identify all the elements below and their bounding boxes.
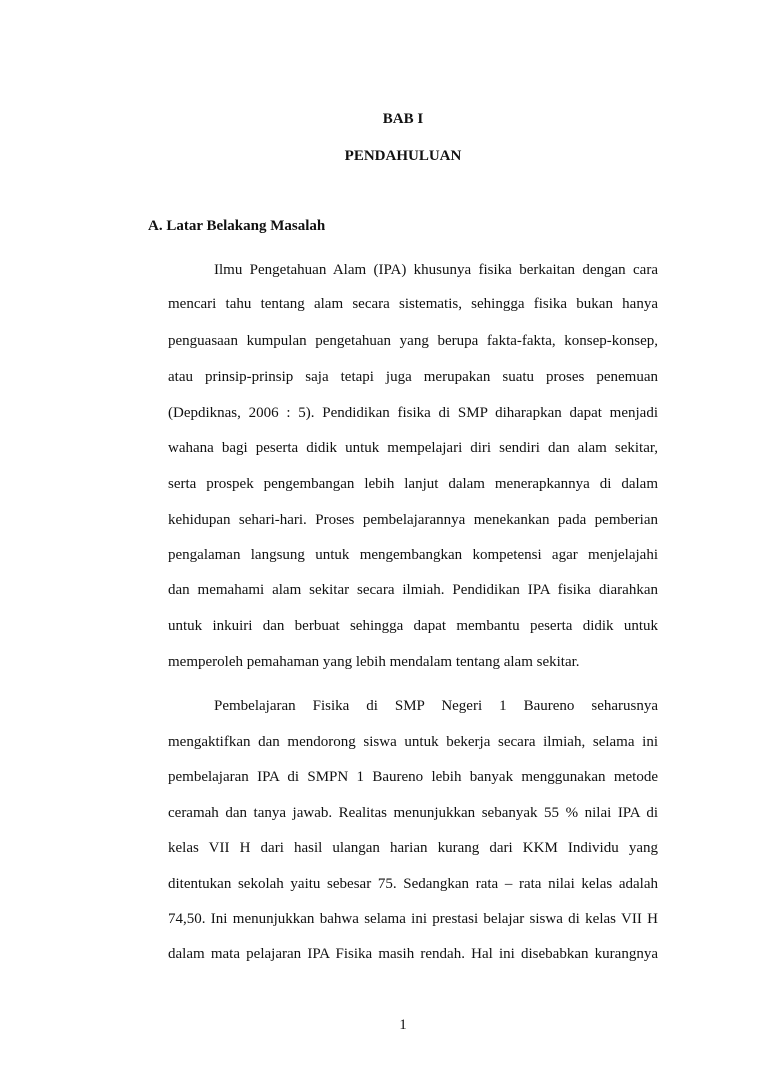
paragraph-line: pembelajaran IPA di SMPN 1 Baureno lebih banyak menggunakan metode: [168, 769, 658, 785]
section-heading: A. Latar Belakang Masalah: [148, 218, 326, 234]
paragraph-line: atau prinsip-prinsip saja tetapi juga merupakan suatu proses penemuan: [168, 369, 658, 385]
paragraph-line: (Depdiknas, 2006 : 5). Pendidikan fisika di SMP diharapkan dapat menjadi: [168, 405, 658, 421]
paragraph-line: pengalaman langsung untuk mengembangkan kompetensi agar menjelajahi: [168, 547, 658, 563]
paragraph-line: memperoleh pemahaman yang lebih mendalam tentang alam sekitar.: [168, 654, 580, 670]
paragraph-line: wahana bagi peserta didik untuk mempelajari diri sendiri dan alam sekitar,: [168, 440, 658, 456]
paragraph-line: dan memahami alam sekitar secara ilmiah. Pendidikan IPA fisika diarahkan: [168, 582, 658, 598]
paragraph-line: dalam mata pelajaran IPA Fisika masih rendah. Hal ini disebabkan kurangnya: [168, 946, 658, 962]
paragraph-line: Ilmu Pengetahuan Alam (IPA) khusunya fisika berkaitan dengan cara: [214, 262, 658, 278]
page-number: 1: [399, 1017, 407, 1033]
paragraph-line: serta prospek pengembangan lebih lanjut dalam menerapkannya di dalam: [168, 476, 658, 492]
paragraph-line: kelas VII H dari hasil ulangan harian kurang dari KKM Individu yang: [168, 840, 658, 856]
paragraph-line: ceramah dan tanya jawab. Realitas menunjukkan sebanyak 55 % nilai IPA di: [168, 805, 658, 821]
paragraph-line: mengaktifkan dan mendorong siswa untuk bekerja secara ilmiah, selama ini: [168, 734, 658, 750]
paragraph-line: mencari tahu tentang alam secara sistematis, sehingga fisika bukan hanya: [168, 296, 658, 312]
paragraph-line: ditentukan sekolah yaitu sebesar 75. Sedangkan rata – rata nilai kelas adalah: [168, 876, 658, 892]
paragraph-line: Pembelajaran Fisika di SMP Negeri 1 Baureno seharusnya: [214, 698, 658, 714]
paragraph-line: 74,50. Ini menunjukkan bahwa selama ini prestasi belajar siswa di kelas VII H: [168, 911, 658, 927]
chapter-number: BAB I: [382, 111, 424, 127]
paragraph-line: penguasaan kumpulan pengetahuan yang berupa fakta-fakta, konsep-konsep,: [168, 333, 658, 349]
paragraph-line: untuk inkuiri dan berbuat sehingga dapat membantu peserta didik untuk: [168, 618, 658, 634]
chapter-title: PENDAHULUAN: [344, 148, 462, 164]
paragraph-line: kehidupan sehari-hari. Proses pembelajarannya menekankan pada pemberian: [168, 512, 658, 528]
